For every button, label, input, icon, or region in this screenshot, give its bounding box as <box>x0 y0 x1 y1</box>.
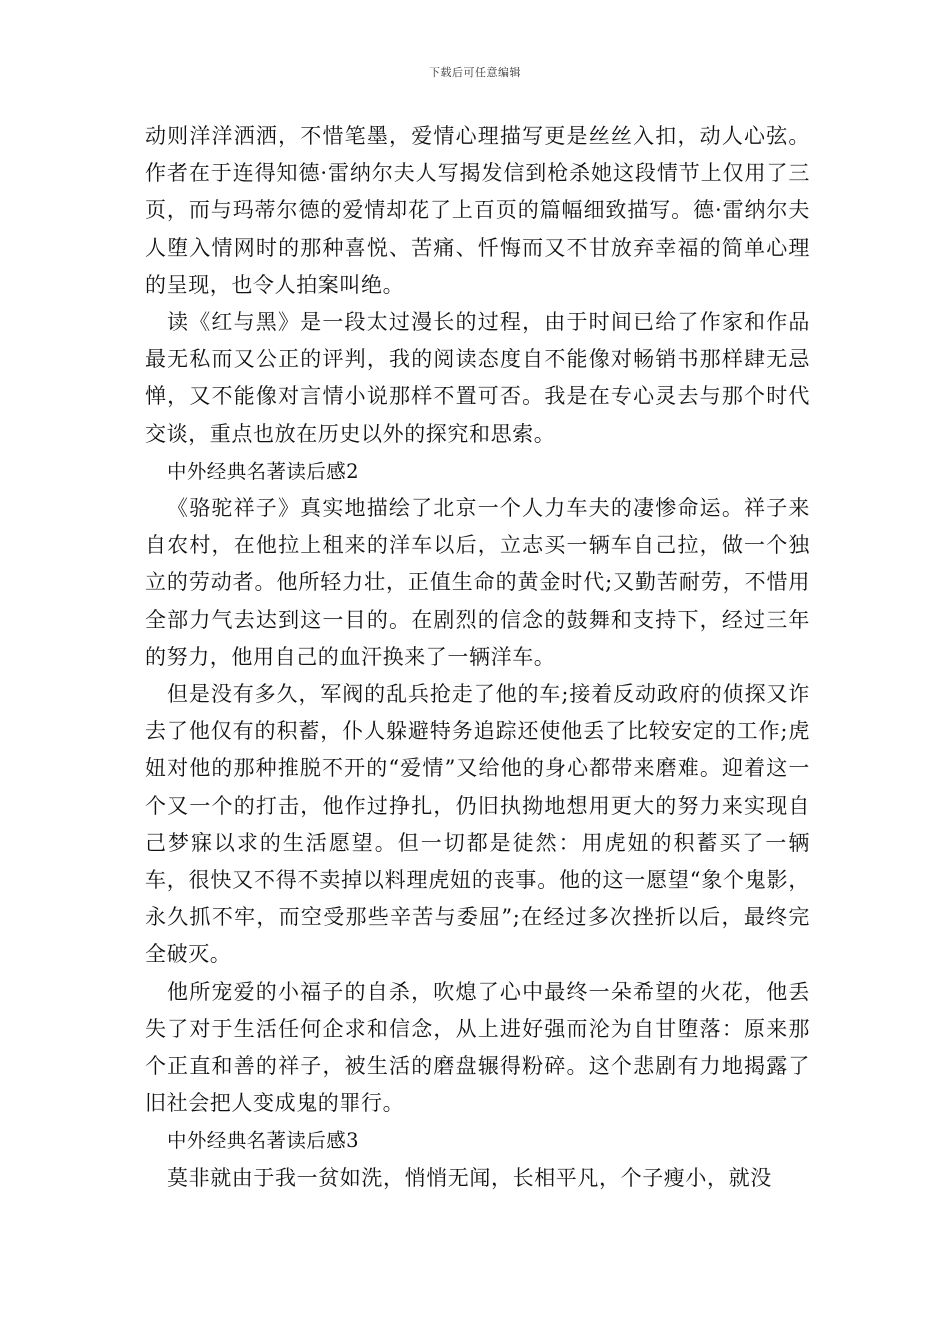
paragraph-camel-xiangzi-3: 他所宠爱的小福子的自杀，吹熄了心中最终一朵希望的火花，他丢失了对于生活任何企求和信念，从上进好强而沦为自甘堕落：原来那个正直和善的祥子，被生活的磨盘辗得粉碎。这个悲剧有力地揭露了旧社会把人变成鬼的罪行。 <box>145 979 810 1116</box>
paragraph-camel-xiangzi-1: 《骆驼祥子》真实地描绘了北京一个人力车夫的凄惨命运。祥子来自农村，在他拉上租来的洋车以后，立志买一辆车自己拉，做一个独立的劳动者。他所轻力壮，正值生命的黄金时代;又勤苦耐劳，不惜用全部力气去达到这一目的。在剧烈的信念的鼓舞和支持下，经过三年的努力，他用自己的血汗换来了一辆洋车。 <box>145 496 810 669</box>
paragraph-intro: 动则洋洋洒洒，不惜笔墨，爱情心理描写更是丝丝入扣，动人心弦。作者在于连得知德·雷纳尔夫人写揭发信到枪杀她这段情节上仅用了三页，而与玛蒂尔德的爱情却花了上百页的篇幅细致描写。德·雷纳尔夫人堕入情网时的那种喜悦、苦痛、忏悔而又不甘放弃幸福的简单心理的呈现，也令人拍案叫绝。 <box>145 124 810 297</box>
page-header: 下载后可任意编辑 <box>429 66 521 79</box>
section-heading-3: 中外经典名著读后感3 <box>167 1129 359 1153</box>
paragraph-camel-xiangzi-2: 但是没有多久，军阀的乱兵抢走了他的车;接着反动政府的侦探又诈去了他仅有的积蓄，仆人躲避特务追踪还使他丢了比较安定的工作;虎妞对他的那种推脱不开的“爱情”又给他的身心都带来磨难。迎着这一个又一个的打击，他作过挣扎，仍旧执拗地想用更大的努力来实现自己梦寐以求的生活愿望。但一切都是徒然：用虎妞的积蓄买了一辆车，很快又不得不卖掉以料理虎妞的丧事。他的这一愿望“象个鬼影，永久抓不牢，而空受那些辛苦与委屈”;在经过多次挫折以后，最终完全破灭。 <box>145 682 810 967</box>
section-heading-2: 中外经典名著读后感2 <box>167 459 359 483</box>
paragraph-red-and-black: 读《红与黑》是一段太过漫长的过程，由于时间已给了作家和作品最无私而又公正的评判，我的阅读态度自不能像对畅销书那样肆无忌惮，又不能像对言情小说那样不置可否。我是在专心灵去与那个时代交谈，重点也放在历史以外的探究和思索。 <box>145 310 810 446</box>
document-body <box>145 118 810 1197</box>
paragraph-section-3-start: 莫非就由于我一贫如洗，悄悄无闻，长相平凡，个子瘦小，就没 <box>167 1165 772 1190</box>
